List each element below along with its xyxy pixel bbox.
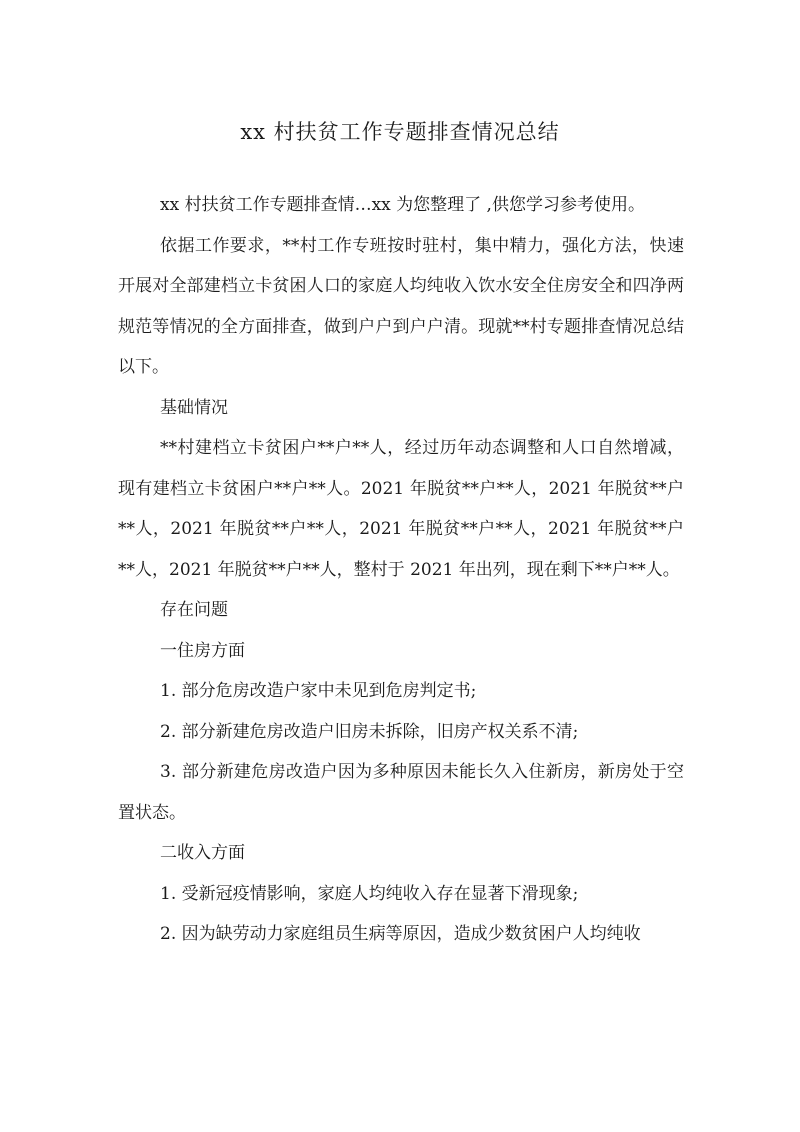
section-heading-problems: 存在问题 xyxy=(160,600,228,620)
housing-item-1: 1. 部分危房改造户家中未见到危房判定书; xyxy=(160,681,477,701)
housing-item-3: 3. 部分新建危房改造户因为多种原因未能长久入住新房，新房处于空置状态。 xyxy=(118,762,684,823)
document-title: xx 村扶贫工作专题排查情况总结 xyxy=(240,120,560,145)
document-body xyxy=(118,185,684,955)
requirement-paragraph: 依据工作要求，**村工作专班按时驻村，集中精力，强化方法，快速开展对全部建档立卡贫困人口的家庭人均纯收入饮水安全住房安全和四净两规范等情况的全方面排查，做到户户到户户清。现就**村专题排查情况总结以下。 xyxy=(118,235,684,377)
basic-info-paragraph: **村建档立卡贫困户**户**人，经过历年动态调整和人口自然增减，现有建档立卡贫困户**户**人。2021 年脱贫**户**人，2021 年脱贫**户**人，2021 年脱贫**户**人，2021 年脱贫**户**人，2021 年脱贫**户**人，2021 年脱贫**户**人，整村于 2021 年出列，现在剩下**户**人。 xyxy=(118,438,684,580)
income-item-1: 1. 受新冠疫情影响，家庭人均纯收入存在显著下滑现象; xyxy=(160,883,579,904)
subheading-housing: 一住房方面 xyxy=(160,640,245,661)
income-item-2: 2. 因为缺劳动力家庭组员生病等原因，造成少数贫困户人均纯收 xyxy=(160,924,641,944)
section-heading-basic: 基础情况 xyxy=(160,397,228,418)
subheading-income: 二收入方面 xyxy=(160,843,245,863)
intro-paragraph: xx 村扶贫工作专题排查情…xx 为您整理了 ,供您学习参考使用。 xyxy=(160,195,645,215)
housing-item-2: 2. 部分新建危房改造户旧房未拆除，旧房产权关系不清; xyxy=(160,721,579,742)
